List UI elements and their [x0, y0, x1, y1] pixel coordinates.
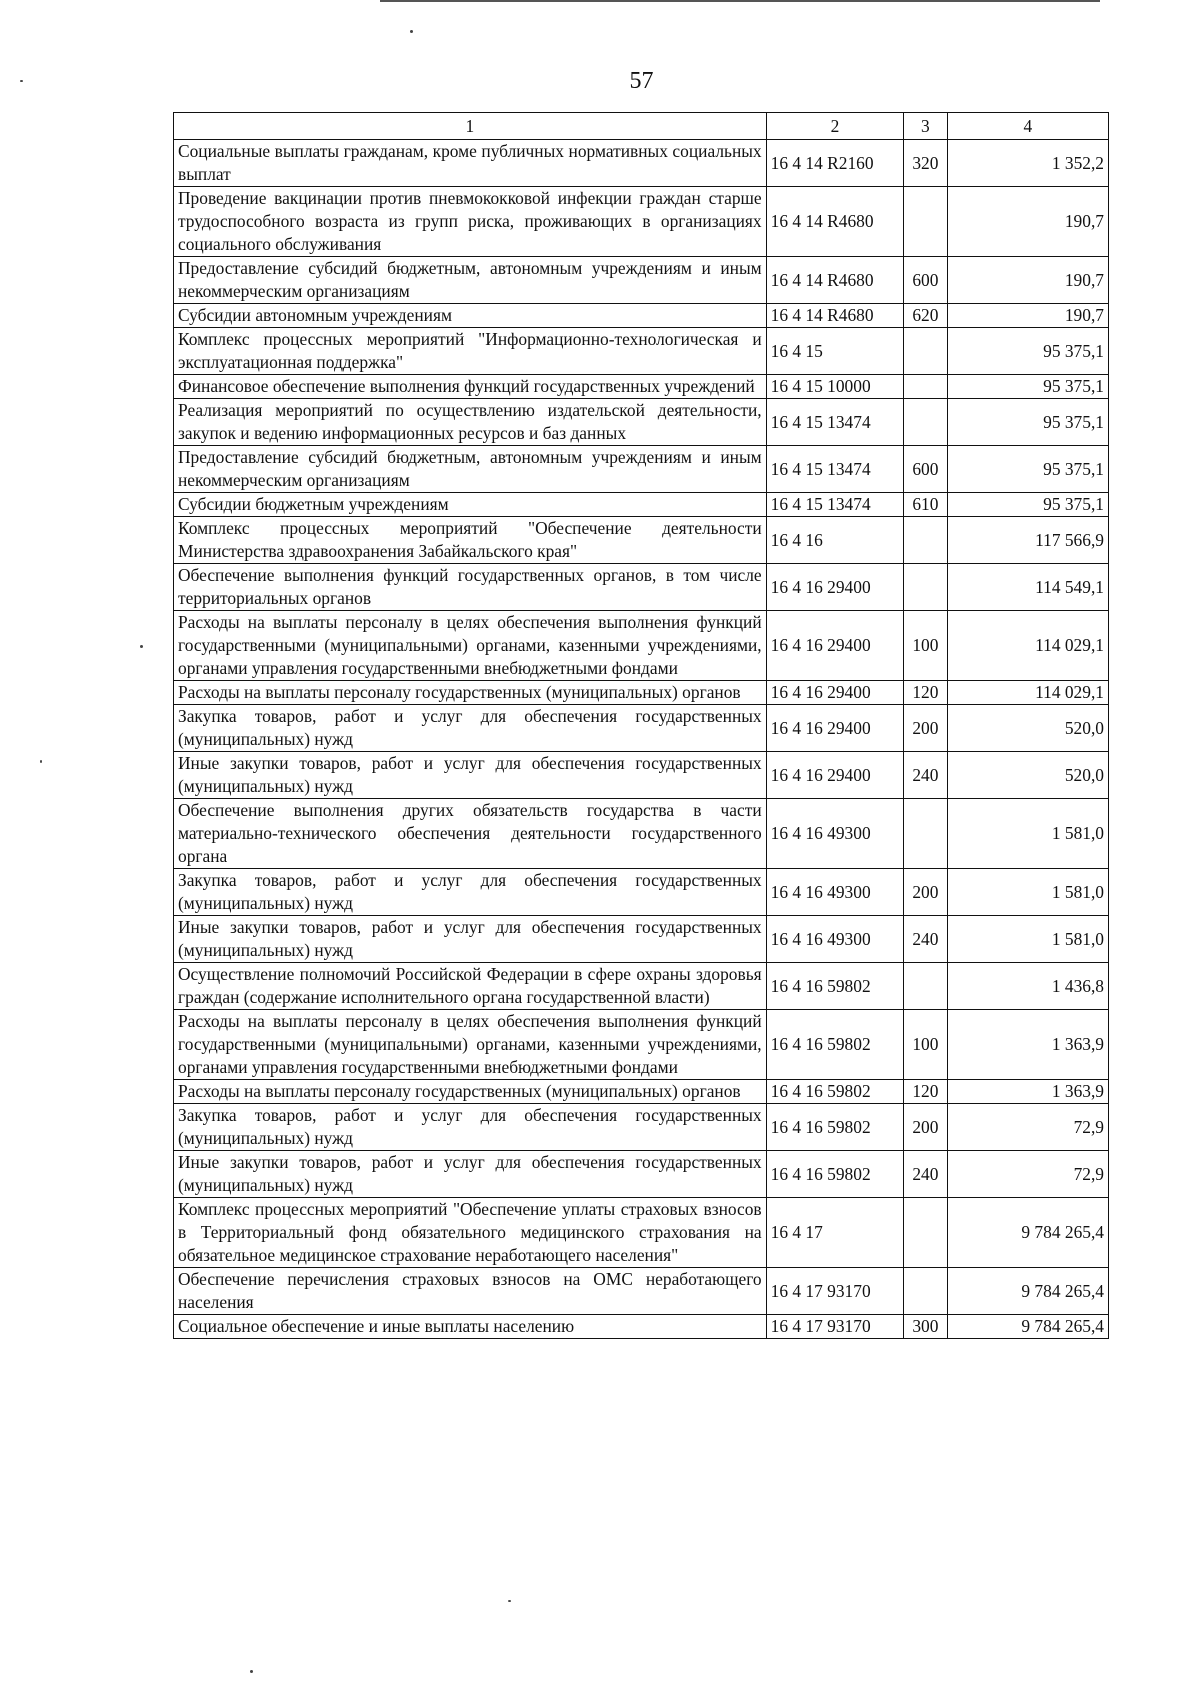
row-type: 200 — [904, 705, 947, 752]
row-type: 200 — [904, 1104, 947, 1151]
row-sum: 520,0 — [947, 752, 1108, 799]
row-name: Предоставление субсидий бюджетным, автономным учреждениям и иным некоммерческим организациям — [174, 446, 767, 493]
row-code: 16 4 16 — [766, 517, 904, 564]
budget-table — [173, 112, 1109, 1339]
row-sum: 1 581,0 — [947, 869, 1108, 916]
row-name: Субсидии автономным учреждениям — [174, 304, 767, 328]
row-code: 16 4 16 29400 — [766, 681, 904, 705]
table-row — [174, 1010, 1109, 1080]
row-sum: 114 029,1 — [947, 611, 1108, 681]
table-row — [174, 869, 1109, 916]
row-type: 200 — [904, 869, 947, 916]
row-type — [904, 328, 947, 375]
table-row — [174, 140, 1109, 187]
row-sum: 9 784 265,4 — [947, 1268, 1108, 1315]
row-sum: 95 375,1 — [947, 328, 1108, 375]
row-code: 16 4 15 13474 — [766, 446, 904, 493]
row-name: Расходы на выплаты персоналу в целях обеспечения выполнения функций государственными (муниципальными) органами, казенными учреждениями, органами управления государственными внебюджетными фондами — [174, 611, 767, 681]
column-header-name: 1 — [174, 113, 767, 140]
table-row — [174, 1315, 1109, 1339]
row-code: 16 4 17 93170 — [766, 1315, 904, 1339]
row-type — [904, 1198, 947, 1268]
table-row — [174, 1080, 1109, 1104]
row-name: Обеспечение выполнения функций государственных органов, в том числе территориальных органов — [174, 564, 767, 611]
row-name: Комплекс процессных мероприятий "Обеспечение деятельности Министерства здравоохранения Забайкальского края" — [174, 517, 767, 564]
row-type: 620 — [904, 304, 947, 328]
table-row — [174, 1198, 1109, 1268]
table-row — [174, 705, 1109, 752]
row-sum: 114 549,1 — [947, 564, 1108, 611]
row-sum: 9 784 265,4 — [947, 1198, 1108, 1268]
row-code: 16 4 15 13474 — [766, 493, 904, 517]
row-code: 16 4 16 49300 — [766, 869, 904, 916]
row-name: Закупка товаров, работ и услуг для обеспечения государственных (муниципальных) нужд — [174, 705, 767, 752]
row-sum: 1 436,8 — [947, 963, 1108, 1010]
column-header-code: 2 — [766, 113, 904, 140]
scan-speck — [250, 1670, 253, 1673]
row-name: Предоставление субсидий бюджетным, автономным учреждениям и иным некоммерческим организациям — [174, 257, 767, 304]
table-row — [174, 611, 1109, 681]
table-row — [174, 1151, 1109, 1198]
scan-speck — [20, 80, 23, 82]
table-row — [174, 517, 1109, 564]
row-name: Субсидии бюджетным учреждениям — [174, 493, 767, 517]
row-name: Реализация мероприятий по осуществлению издательской деятельности, закупок и ведению информационных ресурсов и баз данных — [174, 399, 767, 446]
row-code: 16 4 16 49300 — [766, 916, 904, 963]
row-name: Осуществление полномочий Российской Федерации в сфере охраны здоровья граждан (содержание исполнительного органа государственной власти) — [174, 963, 767, 1010]
row-name: Финансовое обеспечение выполнения функций государственных учреждений — [174, 375, 767, 399]
scan-speck — [410, 30, 413, 33]
table-row — [174, 1104, 1109, 1151]
row-code: 16 4 16 59802 — [766, 1080, 904, 1104]
row-code: 16 4 16 59802 — [766, 1104, 904, 1151]
table-row — [174, 564, 1109, 611]
row-type: 320 — [904, 140, 947, 187]
row-sum: 190,7 — [947, 304, 1108, 328]
table-row — [174, 187, 1109, 257]
row-name: Расходы на выплаты персоналу в целях обеспечения выполнения функций государственными (муниципальными) органами, казенными учреждениями, органами управления государственными внебюджетными фондами — [174, 1010, 767, 1080]
table-row — [174, 963, 1109, 1010]
row-sum: 95 375,1 — [947, 375, 1108, 399]
row-name: Расходы на выплаты персоналу государственных (муниципальных) органов — [174, 681, 767, 705]
row-type: 600 — [904, 257, 947, 304]
row-sum: 190,7 — [947, 187, 1108, 257]
row-sum: 95 375,1 — [947, 399, 1108, 446]
row-sum: 95 375,1 — [947, 446, 1108, 493]
row-name: Иные закупки товаров, работ и услуг для обеспечения государственных (муниципальных) нужд — [174, 1151, 767, 1198]
row-type: 240 — [904, 1151, 947, 1198]
table-row — [174, 257, 1109, 304]
row-sum: 1 363,9 — [947, 1010, 1108, 1080]
row-code: 16 4 16 59802 — [766, 1151, 904, 1198]
row-type — [904, 963, 947, 1010]
row-sum: 72,9 — [947, 1151, 1108, 1198]
row-name: Обеспечение выполнения других обязательств государства в части материально-технического обеспечения деятельности государственного органа — [174, 799, 767, 869]
row-code: 16 4 14 R4680 — [766, 187, 904, 257]
row-code: 16 4 16 29400 — [766, 564, 904, 611]
row-code: 16 4 17 93170 — [766, 1268, 904, 1315]
row-sum: 117 566,9 — [947, 517, 1108, 564]
table-row — [174, 752, 1109, 799]
row-name: Иные закупки товаров, работ и услуг для обеспечения государственных (муниципальных) нужд — [174, 752, 767, 799]
page-number: 57 — [629, 68, 654, 94]
row-name: Комплекс процессных мероприятий "Информационно-технологическая и эксплуатационная поддержка" — [174, 328, 767, 375]
table-row — [174, 493, 1109, 517]
row-name: Комплекс процессных мероприятий "Обеспечение уплаты страховых взносов в Территориальный фонд обязательного медицинского страхования на обязательное медицинское страхование неработающего населения" — [174, 1198, 767, 1268]
row-name: Расходы на выплаты персоналу государственных (муниципальных) органов — [174, 1080, 767, 1104]
table-row — [174, 375, 1109, 399]
row-sum: 190,7 — [947, 257, 1108, 304]
row-code: 16 4 14 R2160 — [766, 140, 904, 187]
row-type: 240 — [904, 752, 947, 799]
row-name: Обеспечение перечисления страховых взносов на ОМС неработающего населения — [174, 1268, 767, 1315]
row-name: Социальное обеспечение и иные выплаты населению — [174, 1315, 767, 1339]
row-name: Социальные выплаты гражданам, кроме публичных нормативных социальных выплат — [174, 140, 767, 187]
scan-edge-line — [380, 0, 1100, 2]
scan-speck — [508, 1600, 511, 1602]
row-code: 16 4 16 29400 — [766, 705, 904, 752]
row-type: 300 — [904, 1315, 947, 1339]
row-code: 16 4 16 29400 — [766, 752, 904, 799]
table-row — [174, 799, 1109, 869]
row-code: 16 4 16 59802 — [766, 1010, 904, 1080]
row-code: 16 4 16 59802 — [766, 963, 904, 1010]
row-type: 100 — [904, 1010, 947, 1080]
row-code: 16 4 16 29400 — [766, 611, 904, 681]
scan-speck — [40, 760, 42, 763]
row-type — [904, 375, 947, 399]
row-code: 16 4 15 10000 — [766, 375, 904, 399]
row-code: 16 4 16 49300 — [766, 799, 904, 869]
table-row — [174, 328, 1109, 375]
table-row — [174, 446, 1109, 493]
row-sum: 520,0 — [947, 705, 1108, 752]
row-name: Иные закупки товаров, работ и услуг для обеспечения государственных (муниципальных) нужд — [174, 916, 767, 963]
row-type — [904, 399, 947, 446]
table-row — [174, 399, 1109, 446]
row-type: 610 — [904, 493, 947, 517]
row-code: 16 4 14 R4680 — [766, 257, 904, 304]
row-name: Закупка товаров, работ и услуг для обеспечения государственных (муниципальных) нужд — [174, 869, 767, 916]
row-sum: 1 352,2 — [947, 140, 1108, 187]
scan-speck — [140, 645, 143, 648]
row-sum: 1 581,0 — [947, 799, 1108, 869]
row-type — [904, 564, 947, 611]
table-header-row — [174, 113, 1109, 140]
row-type — [904, 799, 947, 869]
row-type: 120 — [904, 681, 947, 705]
row-type: 600 — [904, 446, 947, 493]
column-header-type: 3 — [904, 113, 947, 140]
row-sum: 72,9 — [947, 1104, 1108, 1151]
row-type: 240 — [904, 916, 947, 963]
row-type — [904, 187, 947, 257]
row-code: 16 4 17 — [766, 1198, 904, 1268]
row-type: 100 — [904, 611, 947, 681]
row-type: 120 — [904, 1080, 947, 1104]
row-name: Закупка товаров, работ и услуг для обеспечения государственных (муниципальных) нужд — [174, 1104, 767, 1151]
row-type — [904, 517, 947, 564]
row-sum: 9 784 265,4 — [947, 1315, 1108, 1339]
row-sum: 1 363,9 — [947, 1080, 1108, 1104]
row-name: Проведение вакцинации против пневмококковой инфекции граждан старше трудоспособного возраста из групп риска, проживающих в организациях социального обслуживания — [174, 187, 767, 257]
table-row — [174, 304, 1109, 328]
row-code: 16 4 14 R4680 — [766, 304, 904, 328]
row-sum: 114 029,1 — [947, 681, 1108, 705]
row-type — [904, 1268, 947, 1315]
table-row — [174, 916, 1109, 963]
table-row — [174, 1268, 1109, 1315]
row-code: 16 4 15 13474 — [766, 399, 904, 446]
column-header-sum: 4 — [947, 113, 1108, 140]
table-row — [174, 681, 1109, 705]
row-code: 16 4 15 — [766, 328, 904, 375]
row-sum: 95 375,1 — [947, 493, 1108, 517]
row-sum: 1 581,0 — [947, 916, 1108, 963]
